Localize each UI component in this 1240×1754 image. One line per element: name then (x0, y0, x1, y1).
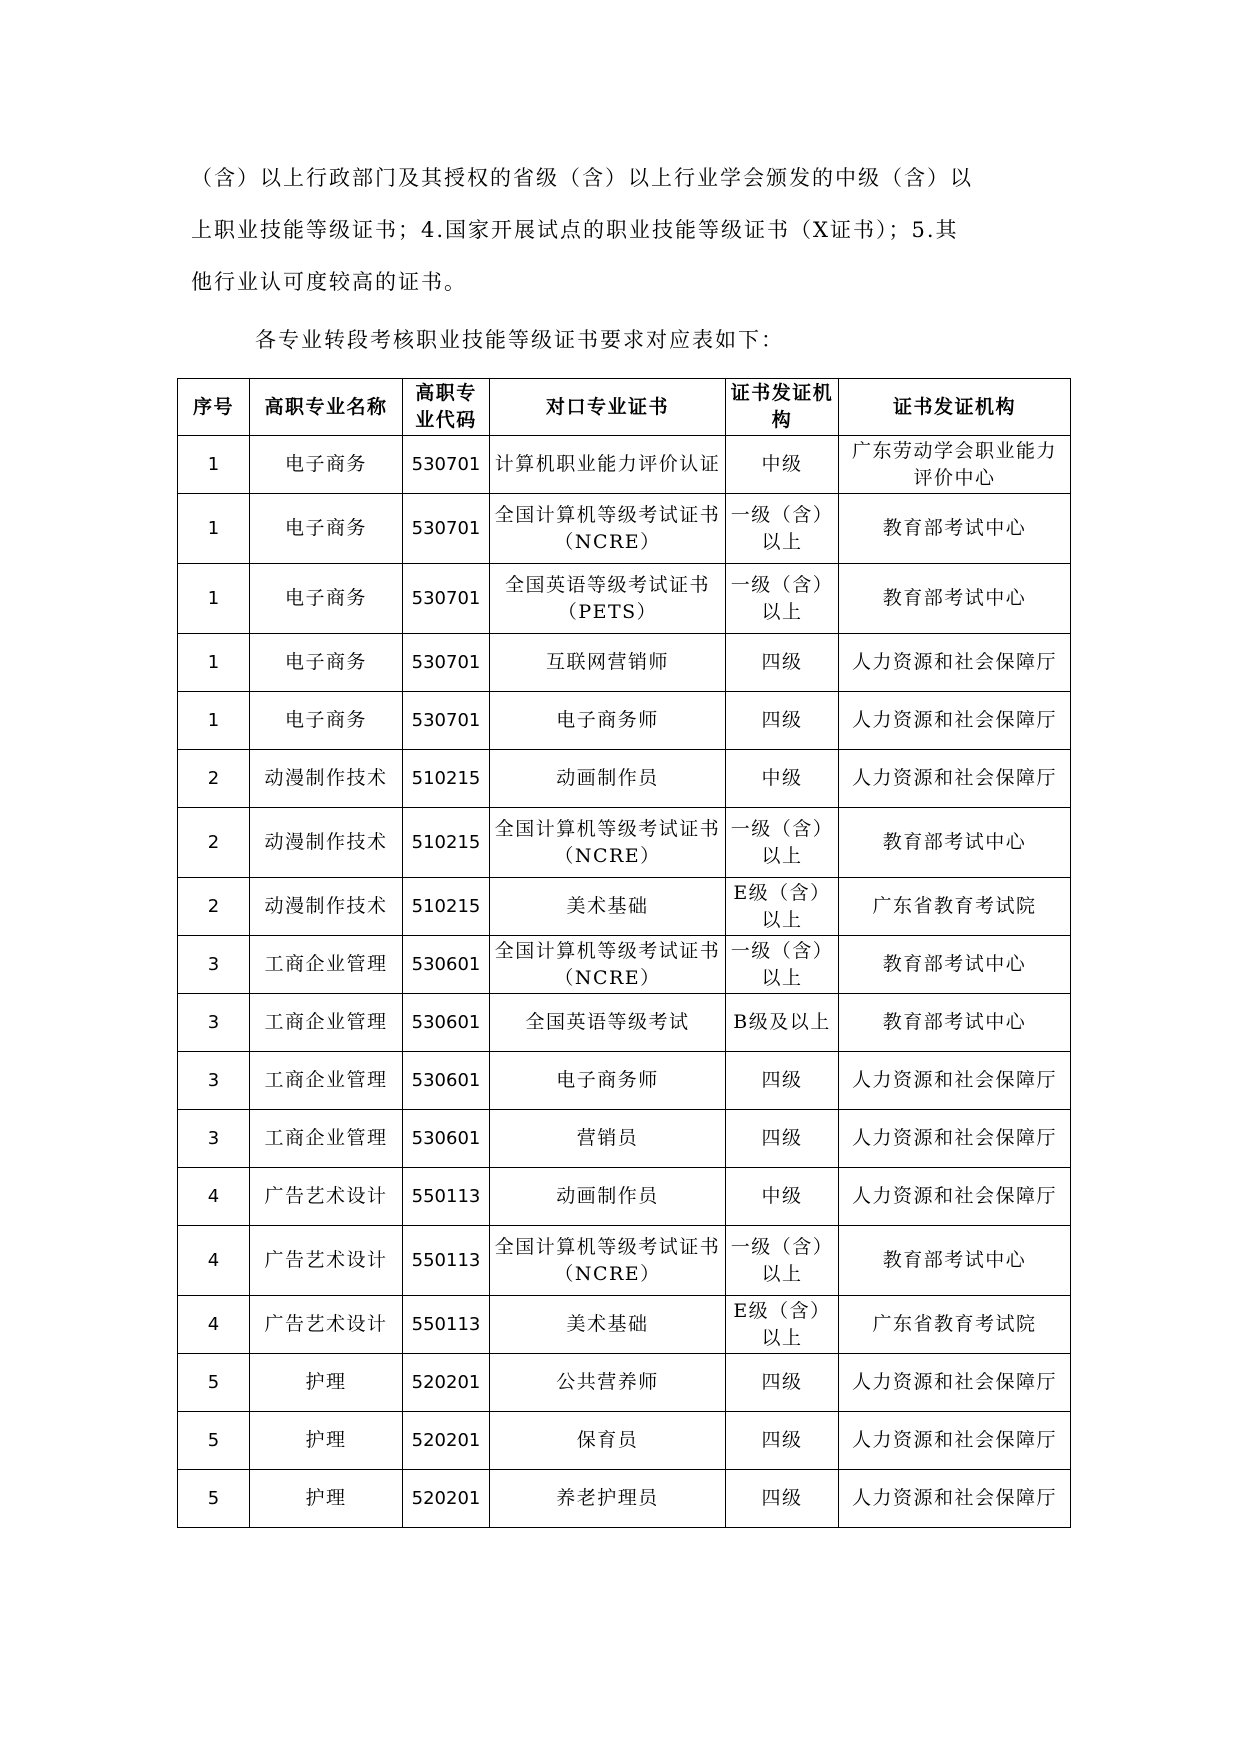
cell-major-name: 护理 (250, 1354, 403, 1412)
cell-major-name: 动漫制作技术 (250, 808, 403, 878)
cell-major-name: 护理 (250, 1470, 403, 1528)
cell-major-code: 530701 (403, 692, 490, 750)
cell-level: 中级 (726, 436, 839, 494)
cell-issuer: 教育部考试中心 (839, 994, 1071, 1052)
cell-certificate: 动画制作员 (490, 1168, 726, 1226)
cell-certificate: 动画制作员 (490, 750, 726, 808)
cell-issuer: 教育部考试中心 (839, 808, 1071, 878)
certificate-table (177, 378, 1071, 1528)
cell-major-code: 530701 (403, 436, 490, 494)
cell-issuer: 广东省教育考试院 (839, 1296, 1071, 1354)
cell-certificate: 电子商务师 (490, 1052, 726, 1110)
cell-major-name: 电子商务 (250, 494, 403, 564)
table-row (178, 1470, 1071, 1528)
table-intro-paragraph: 各专业转段考核职业技能等级证书要求对应表如下： (255, 328, 784, 352)
cell-seq: 3 (178, 1052, 250, 1110)
cell-level: 四级 (726, 1052, 839, 1110)
cell-major-code: 510215 (403, 808, 490, 878)
cell-major-name: 电子商务 (250, 634, 403, 692)
table-row (178, 564, 1071, 634)
cell-level: E级（含）以上 (726, 1296, 839, 1354)
table-row (178, 1052, 1071, 1110)
cell-issuer: 人力资源和社会保障厅 (839, 1052, 1071, 1110)
cell-seq: 2 (178, 808, 250, 878)
cell-seq: 3 (178, 936, 250, 994)
cell-major-code: 510215 (403, 750, 490, 808)
cell-certificate: 电子商务师 (490, 692, 726, 750)
cell-seq: 1 (178, 494, 250, 564)
cell-seq: 1 (178, 564, 250, 634)
cell-level: 一级（含）以上 (726, 936, 839, 994)
cell-certificate: 全国计算机等级考试证书（NCRE） (490, 808, 726, 878)
table-row (178, 1412, 1071, 1470)
cell-certificate: 全国计算机等级考试证书（NCRE） (490, 494, 726, 564)
paragraph-line: 上职业技能等级证书；4.国家开展试点的职业技能等级证书（X证书）；5.其 (191, 218, 959, 242)
cell-issuer: 人力资源和社会保障厅 (839, 692, 1071, 750)
table-row (178, 1226, 1071, 1296)
cell-major-code: 520201 (403, 1354, 490, 1412)
cell-seq: 3 (178, 994, 250, 1052)
cell-issuer: 人力资源和社会保障厅 (839, 1110, 1071, 1168)
cell-certificate: 营销员 (490, 1110, 726, 1168)
header-major-code: 高职专业代码 (403, 379, 490, 436)
header-seq: 序号 (178, 379, 250, 436)
cell-major-code: 520201 (403, 1412, 490, 1470)
cell-certificate: 全国英语等级考试 (490, 994, 726, 1052)
cell-certificate: 全国计算机等级考试证书（NCRE） (490, 1226, 726, 1296)
table-body (178, 436, 1071, 1528)
cell-major-code: 530701 (403, 564, 490, 634)
table-row (178, 1354, 1071, 1412)
cell-major-name: 动漫制作技术 (250, 878, 403, 936)
cell-seq: 5 (178, 1412, 250, 1470)
cell-seq: 3 (178, 1110, 250, 1168)
cell-seq: 4 (178, 1168, 250, 1226)
cell-level: 一级（含）以上 (726, 808, 839, 878)
cell-level: 中级 (726, 750, 839, 808)
cell-level: 一级（含）以上 (726, 1226, 839, 1296)
cell-certificate: 公共营养师 (490, 1354, 726, 1412)
cell-seq: 2 (178, 878, 250, 936)
header-certificate: 对口专业证书 (490, 379, 726, 436)
cell-certificate: 保育员 (490, 1412, 726, 1470)
cell-major-name: 工商企业管理 (250, 936, 403, 994)
cell-issuer: 人力资源和社会保障厅 (839, 634, 1071, 692)
cell-certificate: 互联网营销师 (490, 634, 726, 692)
cell-issuer: 人力资源和社会保障厅 (839, 1354, 1071, 1412)
cell-issuer: 教育部考试中心 (839, 564, 1071, 634)
cell-issuer: 人力资源和社会保障厅 (839, 750, 1071, 808)
cell-level: 四级 (726, 1412, 839, 1470)
intro-paragraph (191, 152, 1061, 308)
cell-issuer: 人力资源和社会保障厅 (839, 1168, 1071, 1226)
cell-level: 四级 (726, 1110, 839, 1168)
cell-major-code: 530601 (403, 1052, 490, 1110)
cell-issuer: 人力资源和社会保障厅 (839, 1412, 1071, 1470)
cell-issuer: 人力资源和社会保障厅 (839, 1470, 1071, 1528)
cell-major-code: 510215 (403, 878, 490, 936)
cell-seq: 1 (178, 634, 250, 692)
cell-level: 一级（含）以上 (726, 564, 839, 634)
cell-issuer: 教育部考试中心 (839, 1226, 1071, 1296)
table-row (178, 1296, 1071, 1354)
cell-major-name: 护理 (250, 1412, 403, 1470)
cell-issuer: 广东省教育考试院 (839, 878, 1071, 936)
cell-seq: 2 (178, 750, 250, 808)
cell-level: 四级 (726, 634, 839, 692)
cell-major-code: 520201 (403, 1470, 490, 1528)
cell-major-code: 550113 (403, 1168, 490, 1226)
cell-level: 四级 (726, 1354, 839, 1412)
table-row (178, 1168, 1071, 1226)
cell-major-code: 530701 (403, 494, 490, 564)
cell-seq: 1 (178, 436, 250, 494)
cell-major-code: 550113 (403, 1226, 490, 1296)
cell-seq: 4 (178, 1226, 250, 1296)
table-row (178, 936, 1071, 994)
table-row (178, 634, 1071, 692)
table-row (178, 808, 1071, 878)
cell-seq: 5 (178, 1470, 250, 1528)
table-row (178, 692, 1071, 750)
cell-level: 一级（含）以上 (726, 494, 839, 564)
cell-certificate: 全国英语等级考试证书（PETS） (490, 564, 726, 634)
cell-level: 四级 (726, 692, 839, 750)
cell-major-code: 550113 (403, 1296, 490, 1354)
cell-major-name: 工商企业管理 (250, 1052, 403, 1110)
cell-major-name: 工商企业管理 (250, 1110, 403, 1168)
cell-certificate: 美术基础 (490, 1296, 726, 1354)
cell-major-name: 广告艺术设计 (250, 1296, 403, 1354)
cell-level: 中级 (726, 1168, 839, 1226)
cell-major-code: 530601 (403, 936, 490, 994)
cell-major-code: 530601 (403, 994, 490, 1052)
cell-seq: 4 (178, 1296, 250, 1354)
cell-certificate: 计算机职业能力评价认证 (490, 436, 726, 494)
cell-seq: 1 (178, 692, 250, 750)
header-major-name: 高职专业名称 (250, 379, 403, 436)
cell-major-name: 电子商务 (250, 692, 403, 750)
table-header-row (178, 379, 1071, 436)
cell-major-name: 广告艺术设计 (250, 1226, 403, 1296)
table-row (178, 1110, 1071, 1168)
cell-major-name: 电子商务 (250, 436, 403, 494)
table-row (178, 494, 1071, 564)
paragraph-line: （含）以上行政部门及其授权的省级（含）以上行业学会颁发的中级（含）以 (191, 166, 973, 190)
cell-major-name: 工商企业管理 (250, 994, 403, 1052)
cell-issuer: 广东劳动学会职业能力评价中心 (839, 436, 1071, 494)
table-row (178, 878, 1071, 936)
cell-certificate: 养老护理员 (490, 1470, 726, 1528)
cell-level: B级及以上 (726, 994, 839, 1052)
header-level: 证书发证机构 (726, 379, 839, 436)
cell-certificate: 美术基础 (490, 878, 726, 936)
table-row (178, 994, 1071, 1052)
cell-issuer: 教育部考试中心 (839, 494, 1071, 564)
table-row (178, 750, 1071, 808)
table-row (178, 436, 1071, 494)
cell-certificate: 全国计算机等级考试证书（NCRE） (490, 936, 726, 994)
cell-level: E级（含）以上 (726, 878, 839, 936)
cell-major-name: 动漫制作技术 (250, 750, 403, 808)
cell-major-name: 电子商务 (250, 564, 403, 634)
header-issuer: 证书发证机构 (839, 379, 1071, 436)
cell-issuer: 教育部考试中心 (839, 936, 1071, 994)
cell-level: 四级 (726, 1470, 839, 1528)
cell-seq: 5 (178, 1354, 250, 1412)
cell-major-name: 广告艺术设计 (250, 1168, 403, 1226)
cell-major-code: 530701 (403, 634, 490, 692)
paragraph-line: 他行业认可度较高的证书。 (191, 270, 467, 294)
cell-major-code: 530601 (403, 1110, 490, 1168)
